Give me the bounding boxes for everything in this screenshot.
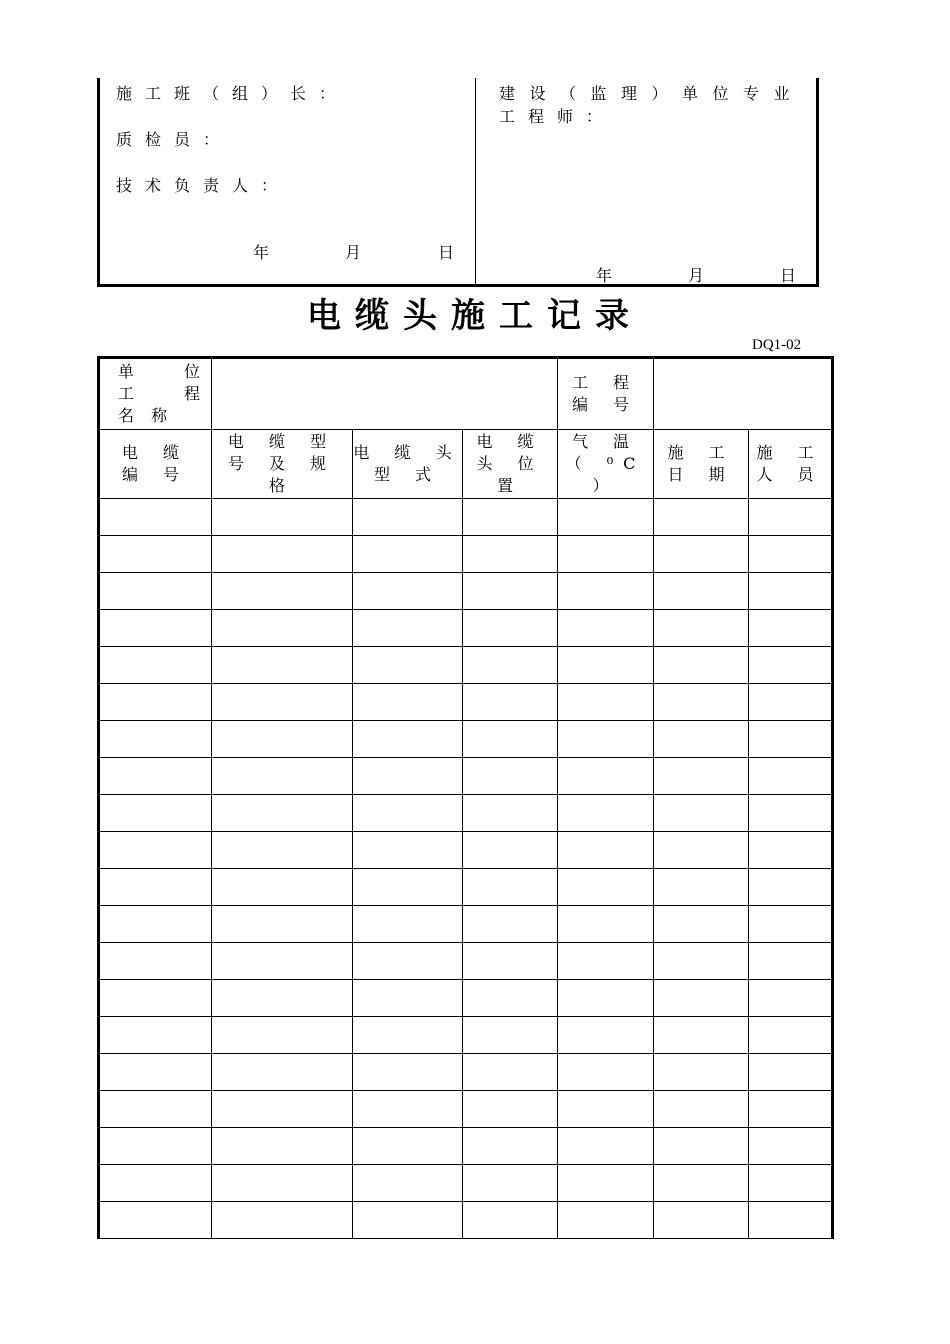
table-cell-head-type[interactable] (353, 721, 463, 758)
table-cell-construct-date[interactable] (654, 610, 749, 647)
table-cell-cable-no[interactable] (99, 906, 212, 943)
table-cell-cable-model[interactable] (212, 906, 353, 943)
table-cell-cable-model[interactable] (212, 1202, 353, 1239)
table-cell-head-type[interactable] (353, 573, 463, 610)
table-cell-head-type[interactable] (353, 980, 463, 1017)
table-cell-construct-date[interactable] (654, 980, 749, 1017)
table-cell-construct-staff[interactable] (749, 536, 833, 573)
engineer-label-line1: 建设（监理）单位专业 (499, 84, 805, 103)
table-row (99, 906, 833, 943)
column-header-cable-model: 电 缆 型 号 及 规 格 (212, 430, 353, 499)
right-date-month: 月 (688, 266, 705, 285)
table-cell-cable-model[interactable] (212, 1128, 353, 1165)
table-row (99, 943, 833, 980)
table-cell-construct-staff[interactable] (749, 647, 833, 684)
table-cell-head-position[interactable] (463, 1165, 558, 1202)
table-cell-construct-staff[interactable] (749, 758, 833, 795)
table-cell-construct-date[interactable] (654, 721, 749, 758)
table-cell-head-position[interactable] (463, 536, 558, 573)
left-date-day: 日 (438, 243, 455, 262)
table-cell-construct-staff[interactable] (749, 869, 833, 906)
table-cell-construct-staff[interactable] (749, 1054, 833, 1091)
table-cell-construct-date[interactable] (654, 1202, 749, 1239)
table-cell-head-position[interactable] (463, 1202, 558, 1239)
table-cell-construct-staff[interactable] (749, 684, 833, 721)
table-cell-cable-model[interactable] (212, 758, 353, 795)
column-header-head-position: 电 缆 头 位 置 (463, 430, 558, 499)
page-title: 电缆头施工记录 (307, 296, 643, 336)
table-cell-cable-no[interactable] (99, 721, 212, 758)
table-cell-head-position[interactable] (463, 869, 558, 906)
table-cell-temperature[interactable] (558, 943, 654, 980)
table-cell-construct-date[interactable] (654, 1054, 749, 1091)
table-cell-head-position[interactable] (463, 906, 558, 943)
table-cell-cable-model[interactable] (212, 684, 353, 721)
table-cell-construct-date[interactable] (654, 758, 749, 795)
right-date-day: 日 (780, 266, 797, 285)
table-cell-cable-model[interactable] (212, 499, 353, 536)
table-cell-head-type[interactable] (353, 1054, 463, 1091)
table-cell-construct-staff[interactable] (749, 573, 833, 610)
table-cell-cable-model[interactable] (212, 610, 353, 647)
team-leader-label: 施工班（组）长： (116, 84, 349, 103)
table-cell-cable-model[interactable] (212, 647, 353, 684)
table-cell-head-position[interactable] (463, 610, 558, 647)
table-row (99, 869, 833, 906)
right-date-year: 年 (596, 266, 613, 285)
table-cell-head-type[interactable] (353, 832, 463, 869)
table-cell-temperature[interactable] (558, 1202, 654, 1239)
table-cell-cable-model[interactable] (212, 1165, 353, 1202)
table-cell-cable-model[interactable] (212, 573, 353, 610)
table-cell-cable-no[interactable] (99, 536, 212, 573)
table-cell-construct-date[interactable] (654, 684, 749, 721)
table-cell-head-type[interactable] (353, 758, 463, 795)
data-rows (99, 499, 833, 1239)
table-row (99, 1202, 833, 1239)
table-cell-cable-no[interactable] (99, 1202, 212, 1239)
table-cell-temperature[interactable] (558, 1128, 654, 1165)
project-no-value[interactable] (654, 358, 833, 430)
table-cell-construct-staff[interactable] (749, 499, 833, 536)
column-header-cable-no: 电 缆 编 号 (99, 430, 212, 499)
table-cell-cable-no[interactable] (99, 1017, 212, 1054)
table-row (99, 832, 833, 869)
table-row (99, 647, 833, 684)
table-row (99, 573, 833, 610)
table-cell-temperature[interactable] (558, 1054, 654, 1091)
table-row (99, 684, 833, 721)
table-cell-cable-no[interactable] (99, 1054, 212, 1091)
table-row (99, 1017, 833, 1054)
table-cell-construct-date[interactable] (654, 795, 749, 832)
left-date-month: 月 (345, 243, 362, 262)
table-cell-cable-no[interactable] (99, 647, 212, 684)
table-cell-cable-no[interactable] (99, 869, 212, 906)
table-row (99, 758, 833, 795)
table-cell-cable-model[interactable] (212, 795, 353, 832)
table-cell-construct-staff[interactable] (749, 832, 833, 869)
table-cell-cable-no[interactable] (99, 1128, 212, 1165)
table-cell-construct-date[interactable] (654, 943, 749, 980)
table-cell-construct-staff[interactable] (749, 1091, 833, 1128)
table-cell-construct-staff[interactable] (749, 610, 833, 647)
table-cell-construct-staff[interactable] (749, 721, 833, 758)
table-row (99, 1091, 833, 1128)
tech-lead-label: 技术负责人： (116, 176, 291, 195)
table-cell-cable-no[interactable] (99, 943, 212, 980)
table-row (99, 980, 833, 1017)
table-cell-construct-staff[interactable] (749, 1017, 833, 1054)
table-cell-head-type[interactable] (353, 869, 463, 906)
table-cell-cable-model[interactable] (212, 536, 353, 573)
table-cell-cable-no[interactable] (99, 832, 212, 869)
table-cell-cable-model[interactable] (212, 980, 353, 1017)
table-cell-cable-no[interactable] (99, 980, 212, 1017)
table-cell-temperature[interactable] (558, 684, 654, 721)
column-header-head-type: 电 缆 头 型 式 (353, 430, 463, 499)
table-cell-construct-staff[interactable] (749, 1165, 833, 1202)
table-cell-head-position[interactable] (463, 1128, 558, 1165)
table-cell-construct-staff[interactable] (749, 1128, 833, 1165)
table-cell-construct-date[interactable] (654, 906, 749, 943)
table-cell-head-position[interactable] (463, 1091, 558, 1128)
unit-project-name-label: 单 位 工 程 名 称 (99, 358, 212, 430)
project-no-label: 工 程 编 号 (558, 358, 654, 430)
table-cell-temperature[interactable] (558, 647, 654, 684)
table-cell-construct-staff[interactable] (749, 795, 833, 832)
table-cell-construct-staff[interactable] (749, 1202, 833, 1239)
unit-project-name-value[interactable] (212, 358, 558, 430)
table-cell-construct-staff[interactable] (749, 943, 833, 980)
table-cell-cable-no[interactable] (99, 1165, 212, 1202)
table-cell-cable-model[interactable] (212, 869, 353, 906)
table-cell-head-position[interactable] (463, 832, 558, 869)
table-cell-construct-date[interactable] (654, 1165, 749, 1202)
table-cell-construct-date[interactable] (654, 536, 749, 573)
table-cell-head-type[interactable] (353, 499, 463, 536)
table-cell-head-type[interactable] (353, 1165, 463, 1202)
table-row (99, 536, 833, 573)
column-header-temperature: 气 温 （ ⁰C ） (558, 430, 654, 499)
table-cell-head-type[interactable] (353, 943, 463, 980)
table-cell-head-position[interactable] (463, 1054, 558, 1091)
table-cell-cable-model[interactable] (212, 721, 353, 758)
table-cell-temperature[interactable] (558, 499, 654, 536)
table-row (99, 499, 833, 536)
table-cell-head-type[interactable] (353, 1091, 463, 1128)
table-cell-cable-model[interactable] (212, 832, 353, 869)
column-header-row (99, 430, 833, 499)
table-cell-construct-date[interactable] (654, 832, 749, 869)
signature-divider (475, 78, 476, 286)
column-header-construct-date: 施 工 日 期 (654, 430, 749, 499)
table-cell-head-type[interactable] (353, 684, 463, 721)
table-cell-temperature[interactable] (558, 795, 654, 832)
left-date-year: 年 (253, 243, 270, 262)
table-cell-head-position[interactable] (463, 647, 558, 684)
table-cell-construct-date[interactable] (654, 869, 749, 906)
table-cell-cable-no[interactable] (99, 499, 212, 536)
table-row (99, 1128, 833, 1165)
table-cell-construct-date[interactable] (654, 1091, 749, 1128)
table-cell-construct-date[interactable] (654, 499, 749, 536)
table-cell-construct-date[interactable] (654, 573, 749, 610)
project-row (99, 358, 833, 430)
inspector-label: 质检员： (116, 130, 233, 149)
table-cell-head-position[interactable] (463, 721, 558, 758)
table-cell-temperature[interactable] (558, 610, 654, 647)
table-cell-temperature[interactable] (558, 1091, 654, 1128)
table-cell-temperature[interactable] (558, 573, 654, 610)
table-cell-construct-staff[interactable] (749, 980, 833, 1017)
table-cell-cable-no[interactable] (99, 684, 212, 721)
table-cell-cable-no[interactable] (99, 795, 212, 832)
table-cell-construct-staff[interactable] (749, 906, 833, 943)
table-cell-head-position[interactable] (463, 795, 558, 832)
table-cell-head-type[interactable] (353, 1128, 463, 1165)
table-cell-head-type[interactable] (353, 906, 463, 943)
table-row (99, 795, 833, 832)
table-cell-cable-model[interactable] (212, 943, 353, 980)
table-row (99, 1165, 833, 1202)
table-cell-head-type[interactable] (353, 647, 463, 684)
table-cell-construct-date[interactable] (654, 1017, 749, 1054)
table-cell-temperature[interactable] (558, 1017, 654, 1054)
table-row (99, 1054, 833, 1091)
record-table (97, 356, 834, 1239)
table-cell-temperature[interactable] (558, 869, 654, 906)
table-cell-head-position[interactable] (463, 684, 558, 721)
column-header-construct-staff: 施 工 人 员 (749, 430, 833, 499)
table-row (99, 721, 833, 758)
table-cell-head-type[interactable] (353, 536, 463, 573)
table-cell-head-position[interactable] (463, 573, 558, 610)
table-cell-temperature[interactable] (558, 721, 654, 758)
table-cell-head-position[interactable] (463, 499, 558, 536)
table-cell-cable-no[interactable] (99, 610, 212, 647)
table-cell-temperature[interactable] (558, 832, 654, 869)
table-row (99, 610, 833, 647)
table-cell-head-type[interactable] (353, 795, 463, 832)
table-cell-head-position[interactable] (463, 943, 558, 980)
table-cell-temperature[interactable] (558, 536, 654, 573)
table-cell-cable-model[interactable] (212, 1091, 353, 1128)
table-cell-head-type[interactable] (353, 1017, 463, 1054)
table-cell-head-position[interactable] (463, 980, 558, 1017)
table-cell-cable-no[interactable] (99, 1091, 212, 1128)
table-cell-construct-date[interactable] (654, 647, 749, 684)
table-cell-cable-no[interactable] (99, 573, 212, 610)
table-cell-temperature[interactable] (558, 1165, 654, 1202)
table-cell-cable-no[interactable] (99, 758, 212, 795)
table-cell-temperature[interactable] (558, 758, 654, 795)
form-code: DQ1-02 (752, 337, 802, 353)
table-cell-temperature[interactable] (558, 906, 654, 943)
table-cell-temperature[interactable] (558, 980, 654, 1017)
table-cell-head-position[interactable] (463, 1017, 558, 1054)
table-cell-head-type[interactable] (353, 610, 463, 647)
engineer-label-line2: 工程师： (499, 107, 616, 126)
table-cell-head-type[interactable] (353, 1202, 463, 1239)
table-cell-cable-model[interactable] (212, 1017, 353, 1054)
table-cell-construct-date[interactable] (654, 1128, 749, 1165)
table-cell-head-position[interactable] (463, 758, 558, 795)
table-cell-cable-model[interactable] (212, 1054, 353, 1091)
